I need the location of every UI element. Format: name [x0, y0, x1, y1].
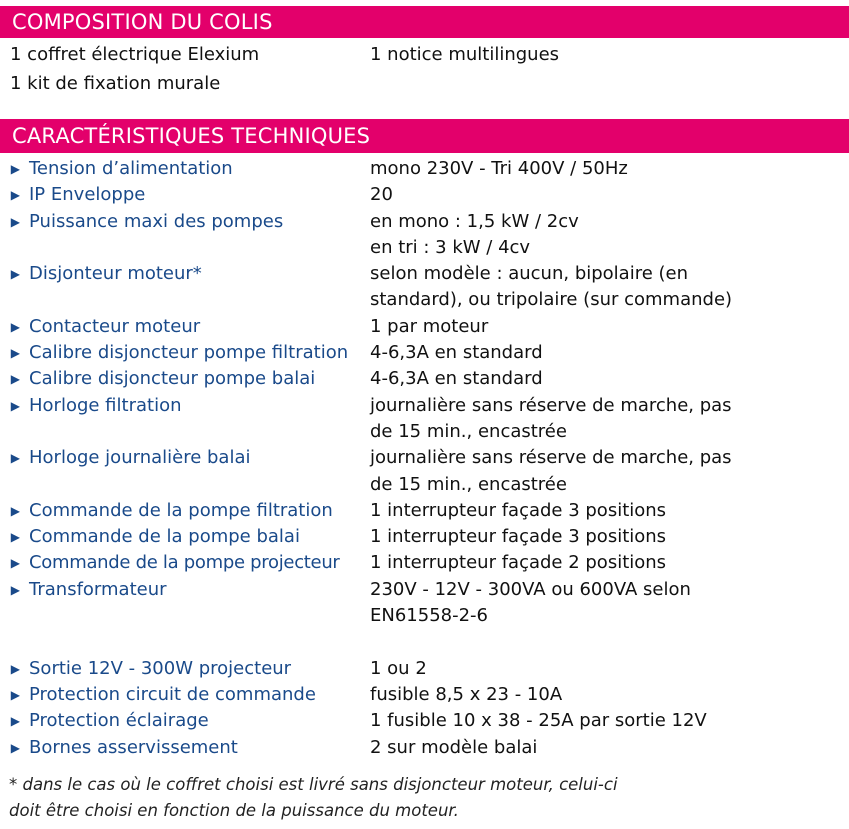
spec-label: Calibre disjoncteur pompe balai	[29, 368, 316, 390]
spec-row	[0, 524, 849, 550]
spec-value: 1 interrupteur façade 3 positions	[370, 499, 667, 521]
spec-label: Calibre disjoncteur pompe filtration	[29, 342, 349, 364]
spec-label: Horloge journalière balai	[29, 447, 251, 469]
spec-row	[0, 550, 849, 576]
bullet-triangle-icon: ▶	[10, 451, 20, 466]
spec-label: Horloge filtration	[29, 394, 182, 416]
spec-row	[0, 314, 849, 340]
spec-label: Commande de la pompe filtration	[29, 499, 333, 521]
footnote: * dans le cas où le coffret choisi est livré sans disjoncteur moteur, celui-ci doit être choisi en fonction de la puissance du moteur.	[9, 775, 618, 820]
spec-value: 20	[370, 184, 393, 206]
spec-label: Bornes asservissement	[29, 736, 238, 758]
spec-row	[0, 209, 849, 262]
section-header-composition	[0, 6, 849, 38]
spec-value: mono 230V - Tri 400V / 50Hz	[370, 158, 628, 179]
spec-label: Tension d’alimentation	[29, 158, 233, 179]
section-title-specs: CARACTÉRISTIQUES TECHNIQUES	[12, 124, 371, 148]
spec-row	[0, 261, 849, 314]
spec-row	[0, 156, 849, 182]
spec-label: Protection éclairage	[29, 710, 209, 732]
spec-value: 2 sur modèle balai	[370, 736, 538, 758]
spec-label: Commande de la pompe balai	[29, 526, 300, 548]
bullet-triangle-icon: ▶	[10, 346, 20, 361]
spec-value: 4-6,3A en standard	[370, 342, 543, 364]
composition-item: 1 coffret électrique Elexium	[10, 44, 260, 65]
spec-value: 1 interrupteur façade 3 positions	[370, 526, 667, 548]
spacer	[0, 629, 849, 655]
bullet-triangle-icon: ▶	[10, 687, 20, 702]
spec-row	[0, 340, 849, 366]
bullet-triangle-icon: ▶	[10, 398, 20, 413]
spec-label: Protection circuit de commande	[29, 683, 316, 705]
spec-value: 1 interrupteur façade 2 positions	[370, 552, 667, 574]
bullet-triangle-icon: ▶	[10, 714, 20, 729]
bullet-triangle-icon: ▶	[10, 267, 20, 282]
spec-label: Sortie 12V - 300W projecteur	[29, 657, 292, 679]
spec-value: selon modèle : aucun, bipolaire (en standard), ou tripolaire (sur commande)	[370, 263, 733, 311]
spec-row	[0, 182, 849, 208]
spec-label: IP Enveloppe	[29, 184, 146, 206]
bullet-triangle-icon: ▶	[10, 503, 20, 518]
spec-row	[0, 393, 849, 446]
specs-table	[0, 156, 849, 761]
spec-value: 1 ou 2	[370, 657, 427, 679]
spec-value: 1 fusible 10 x 38 - 25A par sortie 12V	[370, 710, 707, 732]
spec-label: Commande de la pompe projecteur	[29, 552, 340, 574]
section-header-specs	[0, 119, 849, 153]
spec-value: fusible 8,5 x 23 - 10A	[370, 683, 563, 705]
spec-value: journalière sans réserve de marche, pas de 15 min., encastrée	[370, 447, 732, 495]
spec-value: en mono : 1,5 kW / 2cv en tri : 3 kW / 4cv	[370, 210, 579, 258]
composition-item: 1 notice multilingues	[370, 44, 560, 65]
spec-row	[0, 656, 849, 682]
bullet-triangle-icon: ▶	[10, 372, 20, 387]
spec-row	[0, 708, 849, 734]
spec-row	[0, 682, 849, 708]
spec-label: Disjonteur moteur*	[29, 263, 202, 285]
spec-value: 4-6,3A en standard	[370, 368, 543, 390]
bullet-triangle-icon: ▶	[10, 162, 20, 176]
section-title-composition: COMPOSITION DU COLIS	[12, 10, 273, 34]
composition-item: 1 kit de fixation murale	[10, 73, 221, 94]
spec-row	[0, 577, 849, 630]
spec-row	[0, 366, 849, 392]
spec-row	[0, 735, 849, 761]
bullet-triangle-icon: ▶	[10, 556, 20, 571]
bullet-triangle-icon: ▶	[10, 188, 20, 203]
bullet-triangle-icon: ▶	[10, 740, 20, 755]
bullet-triangle-icon: ▶	[10, 319, 20, 334]
bullet-triangle-icon: ▶	[10, 214, 20, 229]
spec-value: 1 par moteur	[370, 315, 489, 337]
spec-value: journalière sans réserve de marche, pas de 15 min., encastrée	[370, 394, 732, 442]
spec-label: Puissance maxi des pompes	[29, 210, 284, 232]
bullet-triangle-icon: ▶	[10, 582, 20, 597]
spec-label: Transformateur	[29, 578, 167, 600]
bullet-triangle-icon: ▶	[10, 661, 20, 676]
spec-row	[0, 498, 849, 524]
spec-row	[0, 445, 849, 498]
spec-value: 230V - 12V - 300VA ou 600VA selon EN61558-2-6	[370, 578, 691, 627]
bullet-triangle-icon: ▶	[10, 530, 20, 545]
spec-label: Contacteur moteur	[29, 315, 201, 337]
